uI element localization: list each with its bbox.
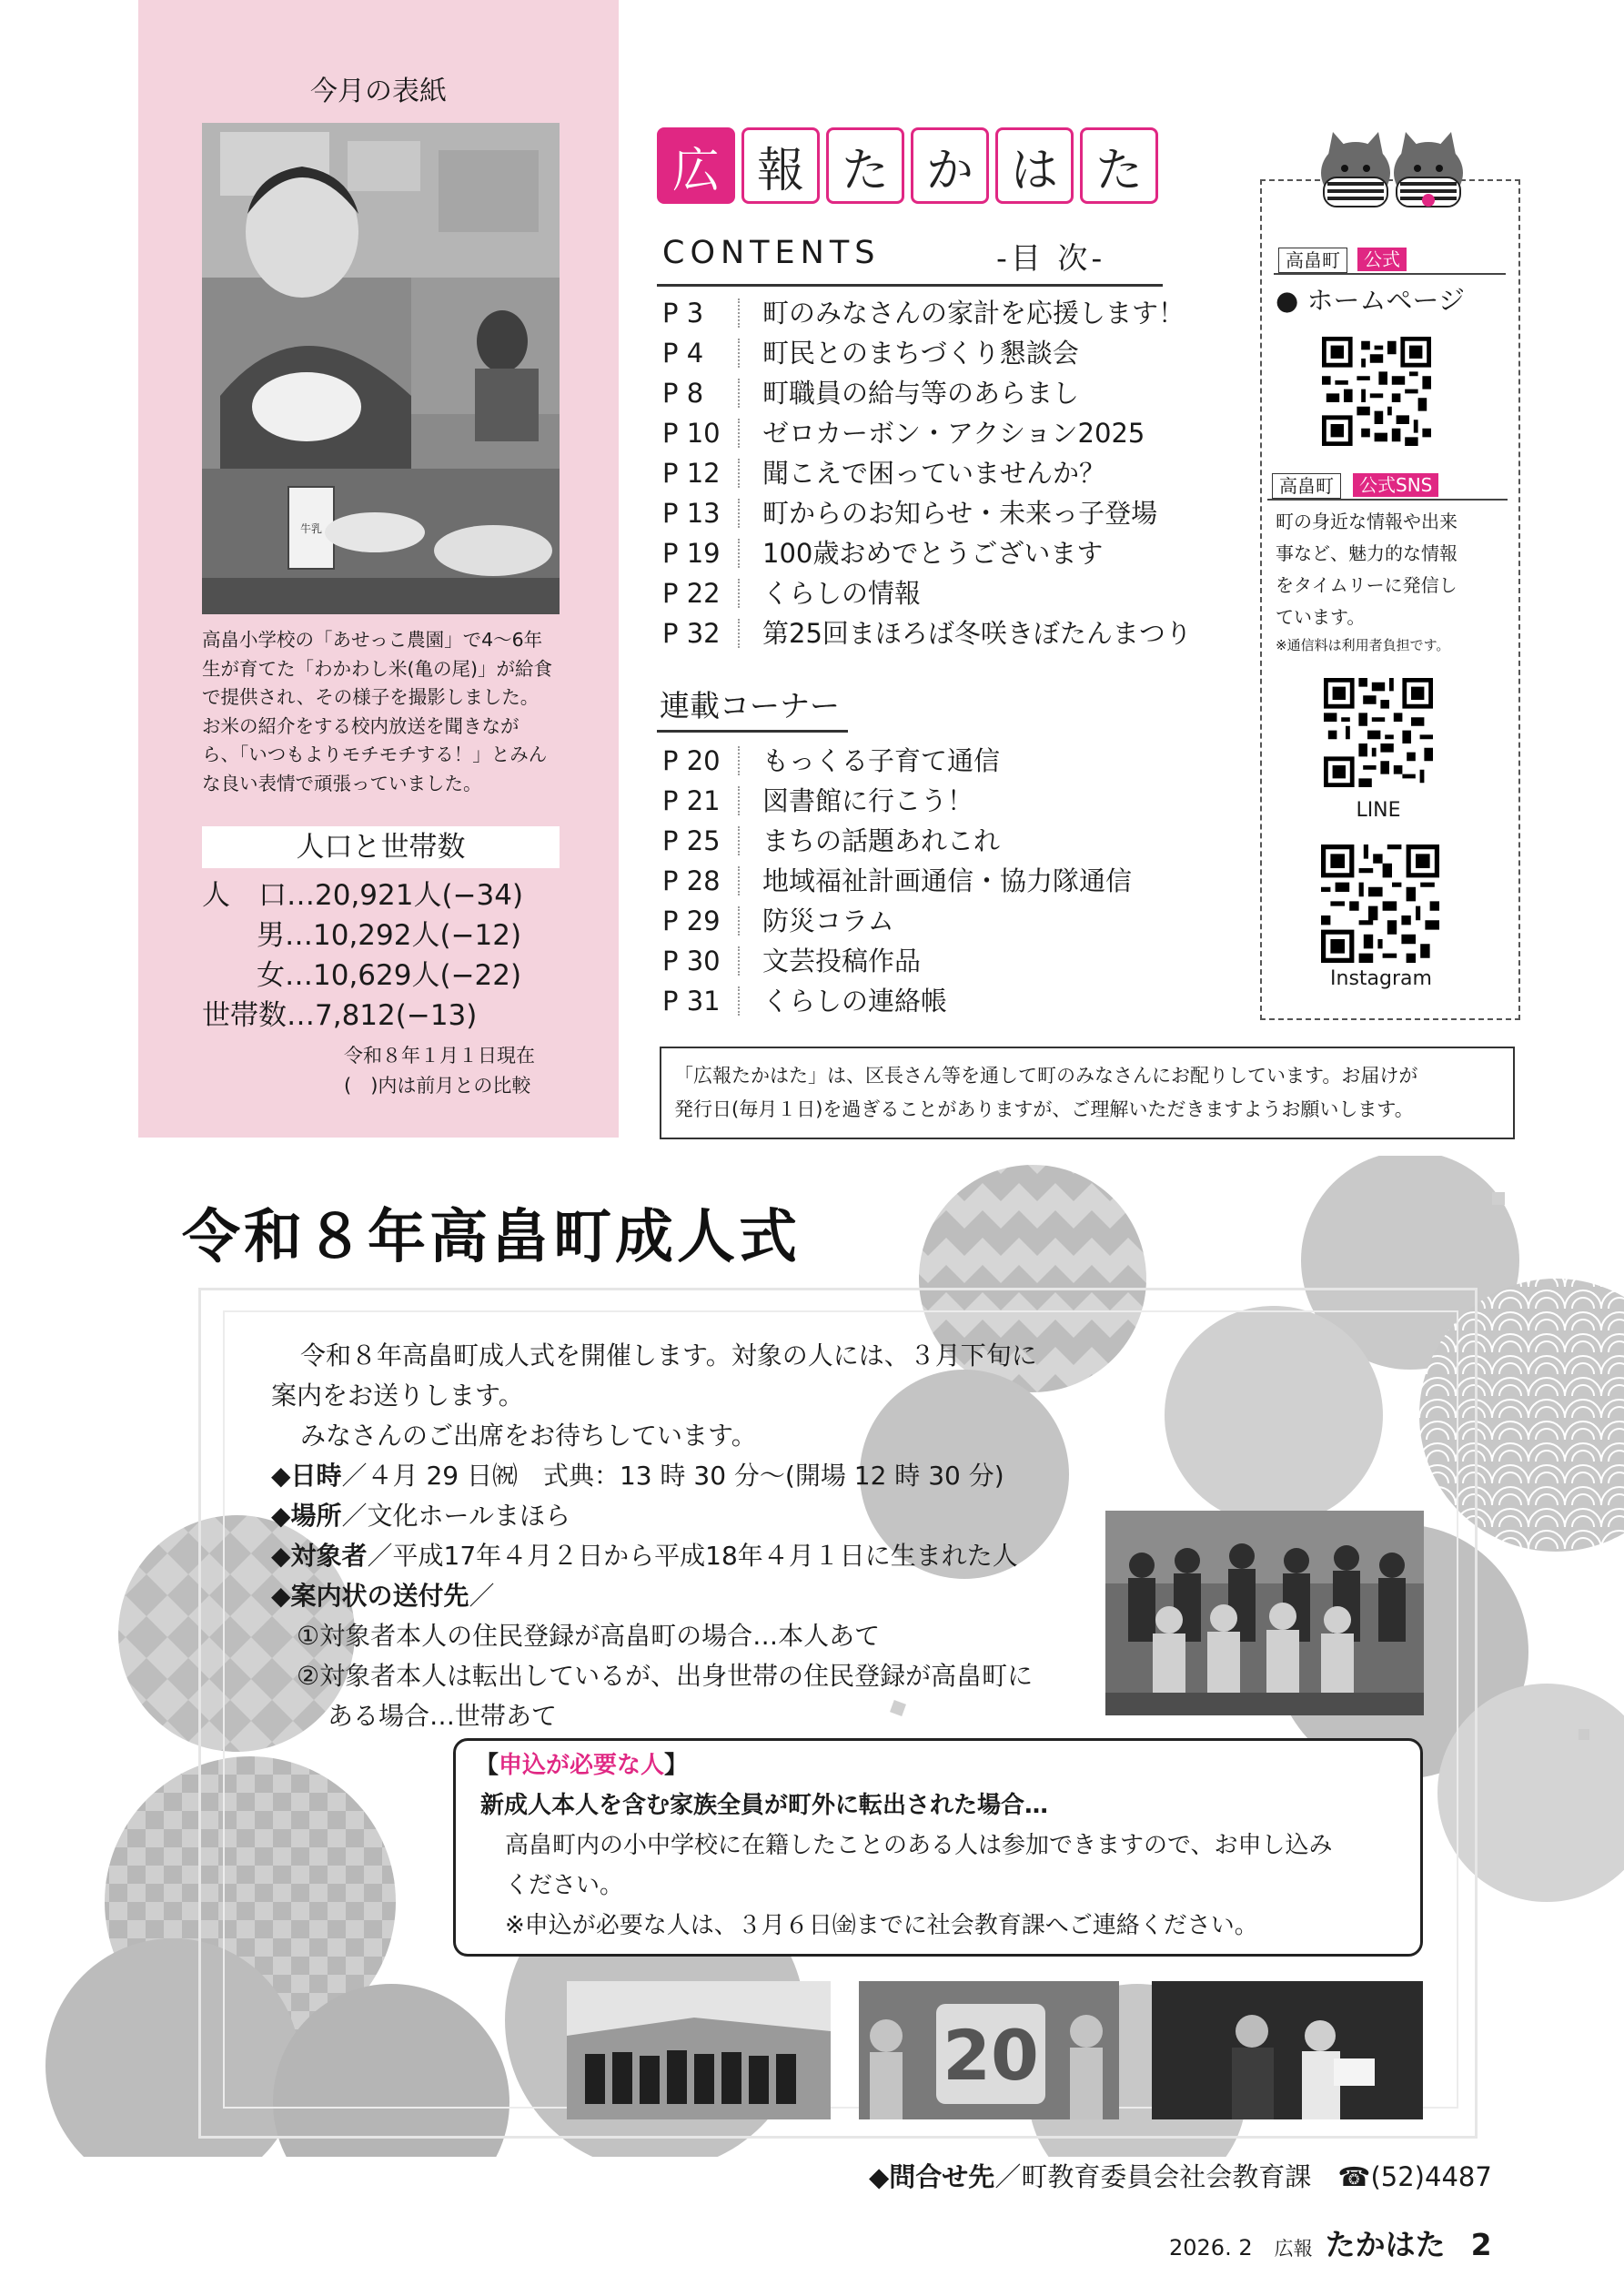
page-footer bbox=[1169, 2221, 1492, 2264]
inquiry-dept: ／町教育委員会社会教育課 bbox=[994, 2161, 1312, 2192]
ceremony-place bbox=[271, 1496, 570, 1536]
toc-title: くらしの連絡帳 bbox=[762, 986, 948, 1017]
toc-page: P 10 bbox=[662, 418, 721, 449]
toc-item[interactable] bbox=[662, 453, 1208, 493]
notice-line: 「広報たかはた」は、区長さん等を通して町のみなさんにお配りしています。お届けが bbox=[674, 1065, 1418, 1087]
serial-item[interactable] bbox=[662, 781, 1208, 821]
toc-title: 聞こえで困っていませんか？ bbox=[762, 458, 1106, 489]
toc-item[interactable] bbox=[662, 413, 1208, 453]
toc-page: P 19 bbox=[662, 538, 721, 569]
toc-page: P 20 bbox=[662, 745, 721, 776]
cover-caption bbox=[202, 626, 561, 798]
serial-item[interactable] bbox=[662, 901, 1208, 941]
sns-description-line: をタイムリーに発信し bbox=[1276, 574, 1458, 596]
masthead-char: 報 bbox=[741, 127, 820, 204]
divider bbox=[1267, 499, 1508, 501]
contents-subheading: -目 次- bbox=[996, 240, 1106, 276]
population-total: 人 口…20,921人(−34) bbox=[202, 879, 524, 912]
toc-item[interactable] bbox=[662, 293, 1208, 333]
toc-title: ゼロカーボン・アクション2025 bbox=[762, 418, 1145, 449]
serial-item[interactable] bbox=[662, 981, 1208, 1021]
population-female: 女…10,629人(−22) bbox=[257, 959, 522, 992]
inquiry-phone[interactable]: ☎(52)4487 bbox=[1337, 2161, 1492, 2192]
sns-fee-note: ※通信料は利用者負担です。 bbox=[1276, 637, 1450, 653]
serial-heading: 連載コーナー bbox=[660, 688, 840, 723]
toc-item[interactable] bbox=[662, 333, 1208, 373]
toc-title: 町職員の給与等のあらまし bbox=[762, 378, 1080, 409]
divider bbox=[1274, 273, 1506, 275]
ceremony-photo-stage-image bbox=[1152, 1981, 1423, 2119]
toc-title: 図書館に行こう！ bbox=[762, 785, 974, 816]
serial-item[interactable] bbox=[662, 741, 1208, 781]
ceremony-intro: みなさんのご出席をお待ちしています。 bbox=[300, 1421, 757, 1451]
apply-text: 高畠町内の小中学校に在籍したことのある人は参加できますので、お申し込み bbox=[505, 1832, 1333, 1859]
toc-page: P 22 bbox=[662, 578, 721, 609]
toc-item[interactable] bbox=[662, 373, 1208, 413]
homepage-qr-code-icon[interactable] bbox=[1322, 337, 1431, 446]
inquiry bbox=[869, 2157, 1492, 2194]
ceremony-target-label: ◆対象者 bbox=[271, 1541, 368, 1571]
toc-page: P 25 bbox=[662, 825, 721, 856]
masthead-logo bbox=[657, 127, 1158, 206]
ceremony-send-item: ある場合…世帯あて bbox=[328, 1701, 558, 1731]
toc-title: まちの話題あれこれ bbox=[762, 825, 1001, 856]
ceremony-send-label: ◆案内状の送付先 bbox=[271, 1581, 469, 1611]
ceremony-intro: 案内をお送りします。 bbox=[271, 1381, 524, 1411]
toc-page: P 31 bbox=[662, 986, 721, 1017]
sns-description-line: ています。 bbox=[1276, 606, 1366, 628]
line-label: LINE bbox=[1356, 799, 1401, 822]
population-households: 世帯数…7,812(−13) bbox=[202, 999, 478, 1032]
sns-description-line: 事など、魅力的な情報 bbox=[1276, 542, 1458, 564]
toc-title: 100歳おめでとうございます bbox=[762, 538, 1104, 569]
ceremony-date-value: ／４月 29 日㈷ 式典：13 時 30 分～(開場 12 時 30 分) bbox=[341, 1461, 1004, 1491]
toc-page: P 21 bbox=[662, 785, 721, 816]
contents-heading: CONTENTS bbox=[662, 235, 881, 271]
homepage-link[interactable]: ● ホームページ bbox=[1276, 285, 1465, 316]
ceremony-title: 令和８年高畠町成人式 bbox=[182, 1204, 801, 1271]
ceremony-place-value: ／文化ホールまほら bbox=[341, 1501, 570, 1531]
tag-town: 高畠町 bbox=[1272, 473, 1341, 499]
toc-page: P 13 bbox=[662, 498, 721, 529]
sns-description-line: 町の身近な情報や出来 bbox=[1276, 511, 1458, 532]
tag-official: 公式 bbox=[1357, 248, 1407, 271]
page-number: 2 bbox=[1470, 2227, 1492, 2262]
toc-item[interactable] bbox=[662, 493, 1208, 533]
ceremony-date bbox=[271, 1456, 1004, 1496]
population-male: 男…10,292人(−12) bbox=[257, 919, 522, 952]
population-note-compare: ( )内は前月との比較 bbox=[344, 1075, 531, 1097]
cover-caption-line: お米の紹介をする校内放送を聞きなが bbox=[202, 714, 519, 737]
masthead-char: た bbox=[826, 127, 904, 204]
instagram-qr-code-icon[interactable] bbox=[1321, 845, 1439, 963]
cover-caption-line: ら、「いつもよりモチモチする！」とみん bbox=[202, 743, 548, 765]
milk-carton-label: 牛乳 bbox=[299, 522, 323, 535]
masthead-char: た bbox=[1080, 127, 1158, 204]
ceremony-target-value: ／平成17年４月２日から平成18年４月１日に生まれた人 bbox=[367, 1541, 1018, 1571]
ceremony-send bbox=[271, 1576, 495, 1616]
toc-title: 町からのお知らせ・未来っ子登場 bbox=[762, 498, 1158, 529]
notice-line: 発行日(毎月１日)を過ぎることがありますが、ご理解いただきますようお願いします。 bbox=[674, 1098, 1414, 1120]
toc-page: P 29 bbox=[662, 905, 721, 936]
ceremony-photo-sign bbox=[859, 1981, 1119, 2119]
toc-title: 文芸投稿作品 bbox=[762, 946, 922, 976]
masthead-char: は bbox=[995, 127, 1074, 204]
cover-photo bbox=[202, 123, 560, 614]
instagram-label: Instagram bbox=[1330, 967, 1432, 990]
ceremony-send-slash: ／ bbox=[469, 1581, 495, 1611]
population-title: 人口と世帯数 bbox=[202, 826, 560, 868]
toc-item[interactable] bbox=[662, 613, 1208, 653]
cover-label: 今月の表紙 bbox=[310, 76, 447, 107]
cover-caption-line: 高畠小学校の「あせっこ農園」で4～6年 bbox=[202, 629, 543, 651]
cover-caption-line: な良い表情で頑張っていました。 bbox=[202, 772, 482, 794]
ceremony-target bbox=[271, 1536, 1018, 1576]
tag-official-sns: 公式SNS bbox=[1353, 473, 1438, 497]
tag-town: 高畠町 bbox=[1278, 248, 1347, 273]
mascot-characters-icon bbox=[1315, 127, 1469, 214]
apply-heading bbox=[475, 1745, 688, 1785]
apply-condition: 新成人本人を含む家族全員が町外に転出された場合… bbox=[480, 1792, 1049, 1819]
toc-title: 地域福祉計画通信・協力隊通信 bbox=[762, 865, 1133, 896]
footer-date: 2026. 2 bbox=[1169, 2235, 1253, 2261]
line-qr-code-icon[interactable] bbox=[1324, 678, 1433, 787]
distribution-notice bbox=[660, 1047, 1515, 1139]
ceremony-send-item: ②対象者本人は転出しているが、出身世帯の住民登録が高畠町に bbox=[297, 1661, 1034, 1691]
ceremony-date-label: ◆日時 bbox=[271, 1461, 342, 1491]
ceremony-place-label: ◆場所 bbox=[271, 1501, 342, 1531]
cover-caption-line: 生が育てた「わかわし米(亀の尾)」が給食 bbox=[202, 657, 552, 680]
inquiry-label: ◆問合せ先 bbox=[869, 2161, 995, 2192]
toc-item[interactable] bbox=[662, 573, 1208, 613]
apply-heading-text: 申込が必要な人 bbox=[499, 1752, 665, 1779]
toc-page: P 8 bbox=[662, 378, 704, 409]
toc-page: P 4 bbox=[662, 338, 704, 369]
toc-page: P 28 bbox=[662, 865, 721, 896]
serial-item[interactable] bbox=[662, 941, 1208, 981]
toc-page: P 12 bbox=[662, 458, 721, 489]
ceremony-group-photo-image bbox=[1105, 1511, 1424, 1715]
apply-text: ください。 bbox=[505, 1872, 624, 1899]
footer-name: たかはた bbox=[1325, 2227, 1446, 2262]
toc-item[interactable] bbox=[662, 533, 1208, 573]
apply-text: ※申込が必要な人は、３月６日㈮までに社会教育課へご連絡ください。 bbox=[505, 1912, 1258, 1939]
toc-title: もっくる子育て通信 bbox=[762, 745, 1001, 776]
contents-rule bbox=[657, 284, 1163, 287]
ceremony-send-item: ①対象者本人の住民登録が高畠町の場合…本人あて bbox=[297, 1621, 881, 1651]
serial-item[interactable] bbox=[662, 821, 1208, 861]
toc-title: 町民とのまちづくり懇談会 bbox=[762, 338, 1079, 369]
masthead-char: か bbox=[911, 127, 989, 204]
toc-page: P 30 bbox=[662, 946, 721, 976]
ceremony-intro: 令和８年高畠町成人式を開催します。対象の人には、３月下旬に bbox=[300, 1340, 1037, 1371]
footer-label: 広報 bbox=[1274, 2238, 1313, 2260]
serial-item[interactable] bbox=[662, 861, 1208, 901]
ceremony-photo-sign-image bbox=[859, 1981, 1119, 2119]
apply-heading-open: 【 bbox=[475, 1752, 499, 1779]
sns-description bbox=[1276, 506, 1458, 633]
toc-title: 第25回まほろば冬咲きぼたんまつり bbox=[762, 618, 1192, 649]
toc-page: P 3 bbox=[662, 298, 704, 329]
toc-page: P 32 bbox=[662, 618, 721, 649]
ceremony-photo-stage bbox=[1152, 1981, 1423, 2119]
toc-title: くらしの情報 bbox=[762, 578, 922, 609]
ceremony-photo-outdoor bbox=[567, 1981, 831, 2119]
ceremony-group-photo bbox=[1105, 1511, 1424, 1715]
toc-title: 防災コラム bbox=[762, 905, 894, 936]
ceremony-photo-outdoor-image bbox=[567, 1981, 831, 2119]
apply-heading-close: 】 bbox=[664, 1752, 689, 1779]
population-note-date: 令和８年１月１日現在 bbox=[344, 1045, 535, 1067]
photo-sign-text: 20 bbox=[943, 2015, 1039, 2096]
cover-caption-line: で提供され、その様子を撮影しました。 bbox=[202, 686, 540, 708]
serial-rule bbox=[657, 730, 848, 733]
masthead-char: 広 bbox=[657, 127, 735, 204]
toc-title: 町のみなさんの家計を応援します！ bbox=[762, 298, 1185, 329]
cover-photo-image bbox=[202, 123, 560, 614]
